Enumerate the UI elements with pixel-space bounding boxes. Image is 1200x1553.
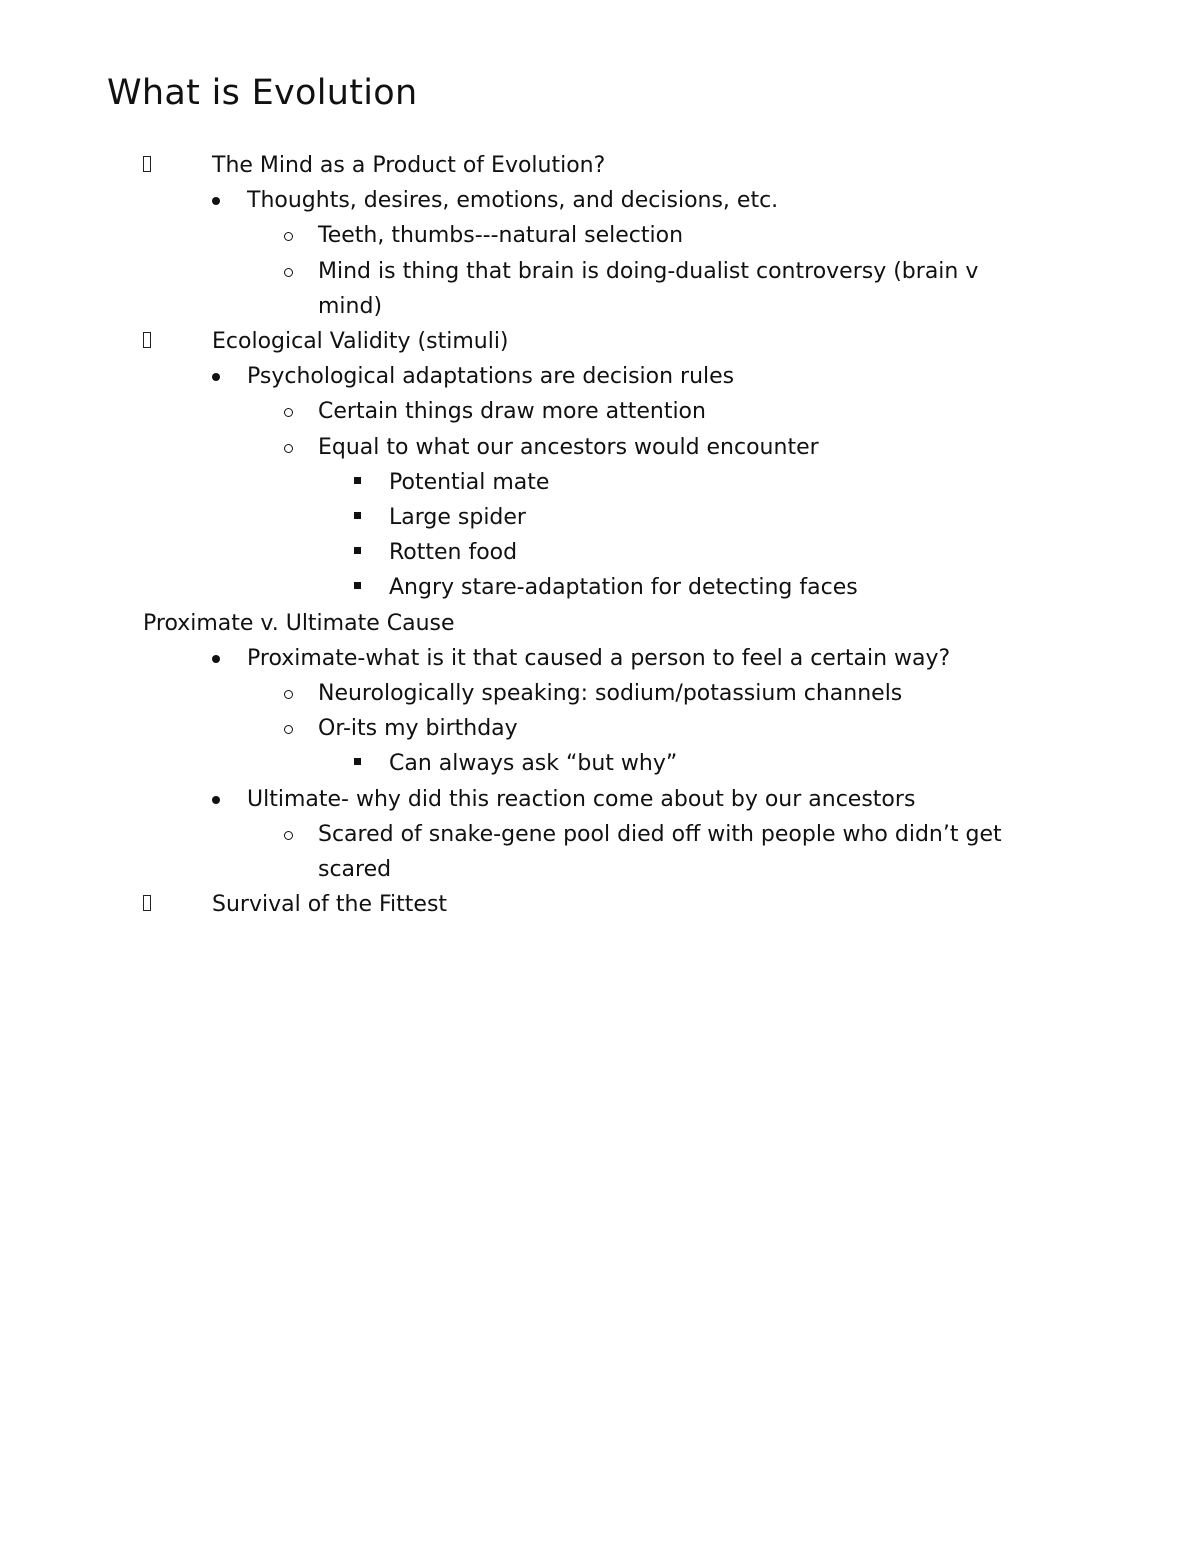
list-item-text: Teeth, thumbs---natural selection xyxy=(318,223,684,249)
list-item-text: Neurologically speaking: sodium/potassium channels xyxy=(318,681,903,706)
list-item-text: Ecological Validity (stimuli) xyxy=(212,329,509,354)
list-item-text: Equal to what our ancestors would encounter xyxy=(318,434,819,460)
list-item-text: The Mind as a Product of Evolution? xyxy=(212,153,606,178)
box-bullet-icon xyxy=(143,156,151,172)
square-bullet-icon xyxy=(354,512,361,519)
circle-bullet-icon xyxy=(284,831,293,840)
circle-bullet-icon xyxy=(284,690,293,699)
bullet-icon xyxy=(212,796,220,804)
square-bullet-icon xyxy=(354,758,361,765)
square-bullet-icon xyxy=(354,582,361,589)
list-item-text: Can always ask “but why” xyxy=(389,751,678,777)
circle-bullet-icon xyxy=(284,232,293,241)
list-item-text: Survival of the Fittest xyxy=(212,892,448,918)
list-item-text: Ultimate- why did this reaction come about by our ancestors xyxy=(247,786,916,812)
bullet-icon xyxy=(212,655,220,663)
list-item-text: Or-its my birthday xyxy=(318,716,518,742)
list-item-text: Scared of snake-gene pool died off with people who didn’t get xyxy=(318,821,1002,847)
list-item-text: Proximate v. Ultimate Cause xyxy=(143,610,455,636)
list-item-text: Proximate-what is it that caused a person to feel a certain way? xyxy=(247,645,951,671)
box-bullet-icon xyxy=(143,332,151,348)
square-bullet-icon xyxy=(354,547,361,554)
list-item-text: Rotten food xyxy=(389,540,518,566)
document-title: What is Evolution xyxy=(107,73,418,113)
bullet-icon xyxy=(212,197,220,205)
circle-bullet-icon xyxy=(284,725,293,734)
bullet-icon xyxy=(212,373,220,381)
circle-bullet-icon xyxy=(284,444,293,453)
square-bullet-icon xyxy=(354,477,361,484)
list-item-text: Large spider xyxy=(389,505,526,530)
list-item-continuation: scared xyxy=(318,857,392,882)
box-bullet-icon xyxy=(143,895,151,911)
list-item-text: Potential mate xyxy=(389,469,550,495)
circle-bullet-icon xyxy=(284,408,293,417)
list-item-text: Angry stare-adaptation for detecting faces xyxy=(389,575,858,601)
list-item-text: Thoughts, desires, emotions, and decisions, etc. xyxy=(247,188,779,214)
list-item-text: Mind is thing that brain is doing-dualist controversy (brain v xyxy=(318,258,979,284)
list-item-text: Certain things draw more attention xyxy=(318,399,706,425)
circle-bullet-icon xyxy=(284,268,293,277)
list-item-text: Psychological adaptations are decision rules xyxy=(247,364,735,390)
list-item-continuation: mind) xyxy=(318,293,383,319)
